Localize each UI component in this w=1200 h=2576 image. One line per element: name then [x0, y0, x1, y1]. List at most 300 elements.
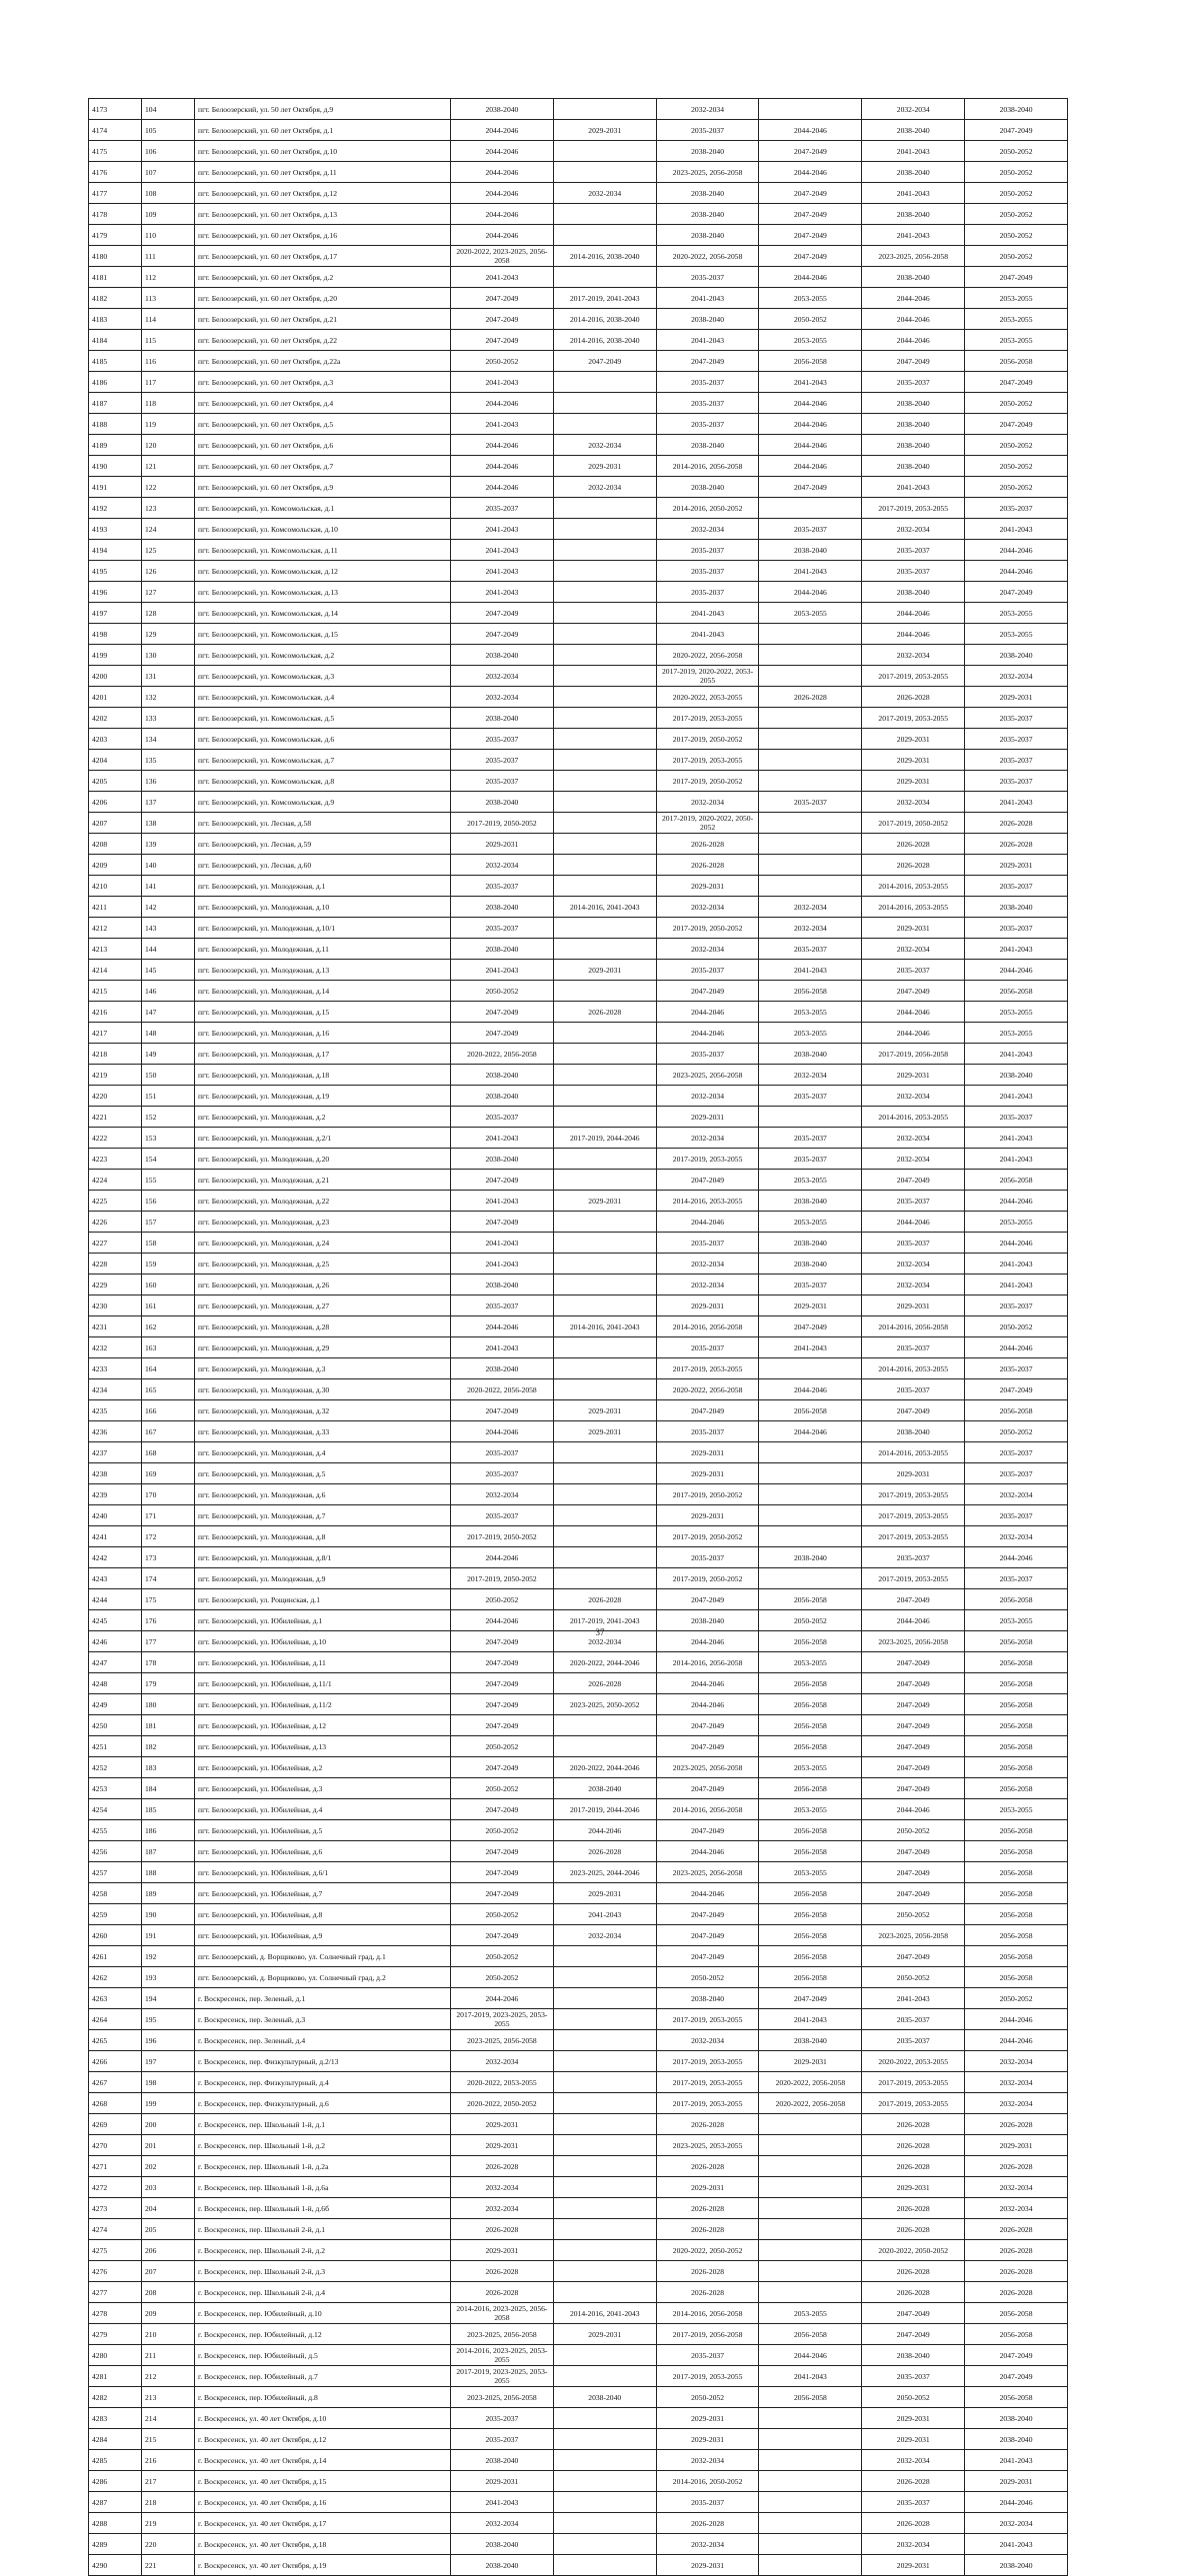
period-cell: 2014-2016, 2038-2040 — [553, 246, 656, 267]
row-number-cell: 4258 — [89, 1883, 142, 1904]
row-number-cell: 4271 — [89, 2156, 142, 2177]
period-cell: 2047-2049 — [862, 1946, 965, 1967]
address-cell: пгт. Белоозерский, ул. Лесная, д.60 — [195, 855, 451, 876]
period-cell: 2017-2019, 2056-2058 — [656, 2324, 759, 2345]
period-cell: 2035-2037 — [451, 2408, 554, 2429]
table-row — [89, 729, 1068, 750]
period-cell: 2017-2019, 2056-2058 — [862, 1044, 965, 1065]
period-cell: 2020-2022, 2056-2058 — [451, 1044, 554, 1065]
table-row — [89, 1988, 1068, 2009]
period-cell: 2047-2049 — [451, 1170, 554, 1191]
period-cell: 2056-2058 — [965, 1170, 1068, 1191]
period-cell: 2047-2049 — [656, 1715, 759, 1736]
period-cell: 2056-2058 — [965, 1694, 1068, 1715]
table-row — [89, 2429, 1068, 2450]
period-cell: 2032-2034 — [656, 939, 759, 960]
period-cell: 2044-2046 — [656, 1212, 759, 1233]
period-cell: 2053-2055 — [759, 1002, 862, 1023]
table-row — [89, 750, 1068, 771]
table-row — [89, 519, 1068, 540]
address-cell: г. Воскресенск, ул. 40 лет Октября, д.15 — [195, 2471, 451, 2492]
period-cell: 2026-2028 — [553, 1673, 656, 1694]
period-cell — [553, 1505, 656, 1526]
period-cell: 2014-2016, 2053-2055 — [862, 1358, 965, 1379]
period-cell: 2029-2031 — [553, 456, 656, 477]
period-cell: 2014-2016, 2041-2043 — [553, 1316, 656, 1337]
period-cell: 2035-2037 — [759, 1275, 862, 1295]
period-cell: 2017-2019, 2050-2052 — [451, 813, 554, 834]
period-cell: 2044-2046 — [862, 309, 965, 330]
period-cell: 2026-2028 — [965, 2240, 1068, 2261]
table-row — [89, 1883, 1068, 1904]
period-cell — [553, 729, 656, 750]
period-cell: 2023-2025, 2056-2058 — [656, 162, 759, 183]
period-cell: 2047-2049 — [862, 1652, 965, 1673]
table-row — [89, 1421, 1068, 1442]
period-cell: 2038-2040 — [759, 1254, 862, 1275]
period-cell — [553, 393, 656, 414]
period-cell: 2053-2055 — [759, 1862, 862, 1883]
table-row — [89, 1316, 1068, 1337]
period-cell: 2044-2046 — [759, 1421, 862, 1442]
item-number-cell: 215 — [142, 2429, 195, 2450]
period-cell: 2047-2049 — [965, 414, 1068, 435]
period-cell: 2038-2040 — [965, 897, 1068, 918]
item-number-cell: 209 — [142, 2303, 195, 2324]
item-number-cell: 120 — [142, 435, 195, 456]
address-cell: пгт. Белоозерский, ул. Юбилейная, д.10 — [195, 1631, 451, 1652]
period-cell: 2056-2058 — [759, 1715, 862, 1736]
period-cell — [759, 2135, 862, 2156]
period-cell: 2047-2049 — [862, 1589, 965, 1610]
address-cell: пгт. Белоозерский, ул. Комсомольская, д.1 — [195, 498, 451, 519]
item-number-cell: 105 — [142, 120, 195, 141]
period-cell: 2032-2034 — [656, 2534, 759, 2555]
period-cell: 2035-2037 — [862, 2366, 965, 2387]
period-cell — [759, 1463, 862, 1484]
period-cell: 2044-2046 — [451, 141, 554, 162]
row-number-cell: 4283 — [89, 2408, 142, 2429]
row-number-cell: 4281 — [89, 2366, 142, 2387]
period-cell: 2053-2055 — [965, 288, 1068, 309]
address-cell: пгт. Белоозерский, ул. Комсомольская, д.14 — [195, 603, 451, 624]
period-cell: 2056-2058 — [965, 1862, 1068, 1883]
period-cell — [759, 2471, 862, 2492]
period-cell: 2056-2058 — [965, 1757, 1068, 1778]
address-cell: г. Воскресенск, пер. Зеленый, д.4 — [195, 2030, 451, 2051]
period-cell: 2053-2055 — [965, 309, 1068, 330]
address-cell: г. Воскресенск, пер. Юбилейный, д.10 — [195, 2303, 451, 2324]
address-cell: пгт. Белоозерский, ул. Комсомольская, д.13 — [195, 582, 451, 603]
period-cell: 2035-2037 — [965, 708, 1068, 729]
table-row — [89, 183, 1068, 204]
period-cell: 2017-2019, 2053-2055 — [862, 2072, 965, 2093]
period-cell: 2050-2052 — [451, 1778, 554, 1799]
period-cell: 2053-2055 — [965, 1799, 1068, 1820]
row-number-cell: 4230 — [89, 1295, 142, 1316]
period-cell: 2047-2049 — [965, 1379, 1068, 1400]
period-cell: 2014-2016, 2050-2052 — [656, 2471, 759, 2492]
period-cell — [553, 645, 656, 666]
period-cell — [759, 2114, 862, 2135]
period-cell: 2032-2034 — [965, 2198, 1068, 2219]
address-cell: пгт. Белоозерский, ул. Молодежная, д.10/1 — [195, 918, 451, 939]
row-number-cell: 4244 — [89, 1589, 142, 1610]
period-cell: 2035-2037 — [965, 1505, 1068, 1526]
period-cell — [553, 1295, 656, 1316]
period-cell: 2038-2040 — [656, 1610, 759, 1631]
period-cell: 2035-2037 — [656, 561, 759, 582]
period-cell: 2032-2034 — [451, 2198, 554, 2219]
period-cell: 2041-2043 — [451, 960, 554, 981]
period-cell: 2038-2040 — [451, 99, 554, 120]
period-cell — [759, 2261, 862, 2282]
period-cell — [759, 834, 862, 855]
period-cell: 2044-2046 — [451, 183, 554, 204]
period-cell: 2047-2049 — [759, 141, 862, 162]
period-cell — [553, 2261, 656, 2282]
period-cell: 2047-2049 — [862, 1736, 965, 1757]
row-number-cell: 4278 — [89, 2303, 142, 2324]
period-cell: 2032-2034 — [451, 2051, 554, 2072]
table-row — [89, 1128, 1068, 1149]
item-number-cell: 190 — [142, 1904, 195, 1925]
period-cell: 2032-2034 — [656, 1128, 759, 1149]
period-cell: 2035-2037 — [759, 792, 862, 813]
table-row — [89, 1149, 1068, 1170]
row-number-cell: 4253 — [89, 1778, 142, 1799]
period-cell — [553, 414, 656, 435]
period-cell: 2035-2037 — [656, 2345, 759, 2366]
period-cell: 2026-2028 — [553, 1002, 656, 1023]
row-number-cell: 4200 — [89, 666, 142, 687]
period-cell: 2044-2046 — [862, 1023, 965, 1044]
period-cell — [553, 2156, 656, 2177]
item-number-cell: 191 — [142, 1925, 195, 1946]
period-cell: 2044-2046 — [451, 1316, 554, 1337]
period-cell — [759, 1442, 862, 1463]
address-cell: г. Воскресенск, пер. Школьный 2-й, д.4 — [195, 2282, 451, 2303]
row-number-cell: 4197 — [89, 603, 142, 624]
table-row — [89, 2135, 1068, 2156]
period-cell: 2044-2046 — [451, 162, 554, 183]
period-cell: 2047-2049 — [759, 1988, 862, 2009]
period-cell: 2035-2037 — [656, 582, 759, 603]
row-number-cell: 4191 — [89, 477, 142, 498]
period-cell: 2047-2049 — [862, 1778, 965, 1799]
period-cell — [553, 2093, 656, 2114]
period-cell: 2044-2046 — [862, 1610, 965, 1631]
period-cell: 2032-2034 — [451, 2513, 554, 2534]
row-number-cell: 4270 — [89, 2135, 142, 2156]
period-cell: 2026-2028 — [656, 2261, 759, 2282]
period-cell: 2035-2037 — [965, 1442, 1068, 1463]
item-number-cell: 216 — [142, 2450, 195, 2471]
period-cell: 2032-2034 — [862, 1275, 965, 1295]
item-number-cell: 188 — [142, 1862, 195, 1883]
row-number-cell: 4174 — [89, 120, 142, 141]
period-cell: 2056-2058 — [965, 1778, 1068, 1799]
address-cell: пгт. Белоозерский, ул. Молодежная, д.21 — [195, 1170, 451, 1191]
item-number-cell: 185 — [142, 1799, 195, 1820]
period-cell: 2017-2019, 2053-2055 — [656, 2072, 759, 2093]
period-cell: 2044-2046 — [451, 456, 554, 477]
period-cell: 2032-2034 — [862, 1149, 965, 1170]
period-cell — [553, 1442, 656, 1463]
period-cell: 2020-2022, 2056-2058 — [759, 2093, 862, 2114]
period-cell: 2053-2055 — [965, 1212, 1068, 1233]
period-cell: 2023-2025, 2044-2046 — [553, 1862, 656, 1883]
table-row — [89, 1526, 1068, 1547]
period-cell: 2017-2019, 2050-2052 — [862, 813, 965, 834]
period-cell: 2053-2055 — [965, 330, 1068, 351]
period-cell: 2026-2028 — [553, 1589, 656, 1610]
table-row — [89, 1442, 1068, 1463]
period-cell: 2053-2055 — [965, 1610, 1068, 1631]
period-cell: 2044-2046 — [451, 1988, 554, 2009]
period-cell: 2047-2049 — [862, 2303, 965, 2324]
address-cell: пгт. Белоозерский, ул. Юбилейная, д.7 — [195, 1883, 451, 1904]
item-number-cell: 172 — [142, 1526, 195, 1547]
period-cell: 2041-2043 — [451, 1128, 554, 1149]
period-cell: 2035-2037 — [451, 1463, 554, 1484]
period-cell: 2050-2052 — [451, 1820, 554, 1841]
period-cell — [759, 1484, 862, 1505]
period-cell: 2029-2031 — [656, 1463, 759, 1484]
period-cell — [553, 1149, 656, 1170]
period-cell: 2023-2025, 2056-2058 — [451, 2324, 554, 2345]
address-cell: пгт. Белоозерский, ул. Молодежная, д.8/1 — [195, 1547, 451, 1568]
table-row — [89, 477, 1068, 498]
period-cell: 2014-2016, 2023-2025, 2056-2058 — [451, 2303, 554, 2324]
period-cell: 2056-2058 — [965, 1967, 1068, 1988]
table-row — [89, 939, 1068, 960]
item-number-cell: 155 — [142, 1170, 195, 1191]
item-number-cell: 162 — [142, 1316, 195, 1337]
address-cell: пгт. Белоозерский, ул. Молодежная, д.9 — [195, 1568, 451, 1589]
period-cell — [553, 1736, 656, 1757]
period-cell: 2035-2037 — [862, 2030, 965, 2051]
period-cell: 2017-2019, 2050-2052 — [656, 1526, 759, 1547]
period-cell: 2044-2046 — [759, 456, 862, 477]
table-row — [89, 1379, 1068, 1400]
item-number-cell: 164 — [142, 1358, 195, 1379]
period-cell: 2026-2028 — [965, 2156, 1068, 2177]
item-number-cell: 154 — [142, 1149, 195, 1170]
period-cell: 2017-2019, 2053-2055 — [656, 1358, 759, 1379]
period-cell: 2017-2019, 2050-2052 — [656, 729, 759, 750]
item-number-cell: 207 — [142, 2261, 195, 2282]
row-number-cell: 4186 — [89, 372, 142, 393]
period-cell: 2056-2058 — [759, 1946, 862, 1967]
period-cell: 2047-2049 — [965, 120, 1068, 141]
period-cell — [553, 666, 656, 687]
period-cell: 2044-2046 — [656, 1694, 759, 1715]
period-cell: 2035-2037 — [862, 1547, 965, 1568]
period-cell: 2035-2037 — [862, 561, 965, 582]
period-cell: 2020-2022, 2044-2046 — [553, 1652, 656, 1673]
period-cell: 2050-2052 — [451, 1904, 554, 1925]
row-number-cell: 4269 — [89, 2114, 142, 2135]
period-cell: 2020-2022, 2053-2055 — [862, 2051, 965, 2072]
row-number-cell: 4263 — [89, 1988, 142, 2009]
item-number-cell: 196 — [142, 2030, 195, 2051]
item-number-cell: 206 — [142, 2240, 195, 2261]
period-cell — [553, 750, 656, 771]
address-cell: пгт. Белоозерский, ул. 60 лет Октября, д.12 — [195, 183, 451, 204]
address-cell: пгт. Белоозерский, ул. Юбилейная, д.11/2 — [195, 1694, 451, 1715]
row-number-cell: 4227 — [89, 1233, 142, 1254]
table-row — [89, 2177, 1068, 2198]
period-cell: 2047-2049 — [862, 1757, 965, 1778]
period-cell: 2017-2019, 2050-2052 — [451, 1526, 554, 1547]
table-row — [89, 1065, 1068, 1086]
period-cell: 2032-2034 — [759, 897, 862, 918]
item-number-cell: 201 — [142, 2135, 195, 2156]
period-cell: 2032-2034 — [862, 99, 965, 120]
period-cell: 2035-2037 — [759, 519, 862, 540]
period-cell: 2053-2055 — [965, 624, 1068, 645]
period-cell: 2056-2058 — [965, 2324, 1068, 2345]
period-cell: 2035-2037 — [451, 771, 554, 792]
table-row — [89, 771, 1068, 792]
table-row — [89, 603, 1068, 624]
address-cell: пгт. Белоозерский, ул. Комсомольская, д.6 — [195, 729, 451, 750]
period-cell: 2029-2031 — [553, 1883, 656, 1904]
period-cell: 2050-2052 — [965, 393, 1068, 414]
item-number-cell: 106 — [142, 141, 195, 162]
period-cell: 2029-2031 — [656, 2429, 759, 2450]
period-cell: 2029-2031 — [553, 1421, 656, 1442]
period-cell — [759, 2513, 862, 2534]
period-cell: 2032-2034 — [965, 2072, 1068, 2093]
item-number-cell: 169 — [142, 1463, 195, 1484]
period-cell: 2047-2049 — [451, 1212, 554, 1233]
period-cell: 2044-2046 — [965, 540, 1068, 561]
period-cell: 2038-2040 — [451, 939, 554, 960]
period-cell: 2038-2040 — [656, 435, 759, 456]
period-cell: 2038-2040 — [759, 540, 862, 561]
table-row — [89, 1925, 1068, 1946]
period-cell: 2056-2058 — [965, 2303, 1068, 2324]
address-cell: пгт. Белоозерский, ул. Комсомольская, д.15 — [195, 624, 451, 645]
period-cell: 2041-2043 — [965, 1275, 1068, 1295]
period-cell — [553, 939, 656, 960]
period-cell — [553, 1715, 656, 1736]
period-cell: 2017-2019, 2020-2022, 2050-2052 — [656, 813, 759, 834]
period-cell: 2056-2058 — [759, 1736, 862, 1757]
period-cell: 2047-2049 — [451, 1799, 554, 1820]
address-cell: пгт. Белоозерский, ул. 60 лет Октября, д.13 — [195, 204, 451, 225]
period-cell: 2038-2040 — [553, 2387, 656, 2408]
period-cell: 2035-2037 — [965, 1463, 1068, 1484]
address-cell: пгт. Белоозерский, ул. Молодежная, д.32 — [195, 1400, 451, 1421]
period-cell: 2026-2028 — [451, 2156, 554, 2177]
period-cell — [759, 1568, 862, 1589]
table-row — [89, 1547, 1068, 1568]
period-cell — [553, 1463, 656, 1484]
period-cell: 2038-2040 — [862, 393, 965, 414]
address-cell: пгт. Белоозерский, ул. Юбилейная, д.6 — [195, 1841, 451, 1862]
table-row — [89, 225, 1068, 246]
item-number-cell: 112 — [142, 267, 195, 288]
period-cell: 2047-2049 — [862, 981, 965, 1002]
period-cell: 2026-2028 — [656, 2513, 759, 2534]
period-cell: 2026-2028 — [965, 2282, 1068, 2303]
period-cell: 2044-2046 — [759, 435, 862, 456]
period-cell — [553, 2408, 656, 2429]
table-row — [89, 1254, 1068, 1275]
table-row — [89, 2492, 1068, 2513]
period-cell: 2035-2037 — [862, 540, 965, 561]
period-cell: 2035-2037 — [965, 729, 1068, 750]
address-cell: пгт. Белоозерский, ул. 50 лет Октября, д.9 — [195, 99, 451, 120]
period-cell: 2041-2043 — [451, 519, 554, 540]
table-row — [89, 2219, 1068, 2240]
item-number-cell: 134 — [142, 729, 195, 750]
address-cell: пгт. Белоозерский, ул. Молодежная, д.28 — [195, 1316, 451, 1337]
address-cell: пгт. Белоозерский, ул. Молодежная, д.24 — [195, 1233, 451, 1254]
table-row — [89, 645, 1068, 666]
item-number-cell: 173 — [142, 1547, 195, 1568]
period-cell: 2047-2049 — [451, 330, 554, 351]
period-cell: 2026-2028 — [965, 2219, 1068, 2240]
period-cell: 2044-2046 — [451, 393, 554, 414]
item-number-cell: 143 — [142, 918, 195, 939]
table-row — [89, 1275, 1068, 1295]
period-cell: 2041-2043 — [656, 603, 759, 624]
period-cell: 2014-2016, 2038-2040 — [553, 309, 656, 330]
period-cell: 2038-2040 — [862, 435, 965, 456]
row-number-cell: 4216 — [89, 1002, 142, 1023]
period-cell: 2047-2049 — [656, 1904, 759, 1925]
period-cell — [553, 855, 656, 876]
period-cell: 2026-2028 — [965, 813, 1068, 834]
period-cell: 2047-2049 — [451, 309, 554, 330]
period-cell: 2020-2022, 2053-2055 — [451, 2072, 554, 2093]
item-number-cell: 203 — [142, 2177, 195, 2198]
period-cell: 2035-2037 — [656, 1337, 759, 1358]
table-row — [89, 1967, 1068, 1988]
period-cell — [553, 981, 656, 1002]
row-number-cell: 4272 — [89, 2177, 142, 2198]
row-number-cell: 4194 — [89, 540, 142, 561]
period-cell — [553, 2072, 656, 2093]
item-number-cell: 119 — [142, 414, 195, 435]
table-row — [89, 1694, 1068, 1715]
period-cell — [553, 540, 656, 561]
item-number-cell: 177 — [142, 1631, 195, 1652]
period-cell: 2044-2046 — [656, 1002, 759, 1023]
period-cell: 2020-2022, 2056-2058 — [759, 2072, 862, 2093]
period-cell: 2041-2043 — [451, 561, 554, 582]
period-cell: 2044-2046 — [451, 204, 554, 225]
period-cell: 2044-2046 — [759, 393, 862, 414]
address-cell: пгт. Белоозерский, ул. Молодежная, д.14 — [195, 981, 451, 1002]
address-cell: г. Воскресенск, пер. Школьный 2-й, д.1 — [195, 2219, 451, 2240]
row-number-cell: 4241 — [89, 1526, 142, 1547]
period-cell — [553, 1254, 656, 1275]
period-cell: 2035-2037 — [656, 267, 759, 288]
item-number-cell: 126 — [142, 561, 195, 582]
period-cell: 2050-2052 — [965, 477, 1068, 498]
item-number-cell: 153 — [142, 1128, 195, 1149]
row-number-cell: 4228 — [89, 1254, 142, 1275]
period-cell: 2047-2049 — [862, 1715, 965, 1736]
period-cell — [553, 2450, 656, 2471]
period-cell — [553, 624, 656, 645]
period-cell: 2029-2031 — [862, 2408, 965, 2429]
